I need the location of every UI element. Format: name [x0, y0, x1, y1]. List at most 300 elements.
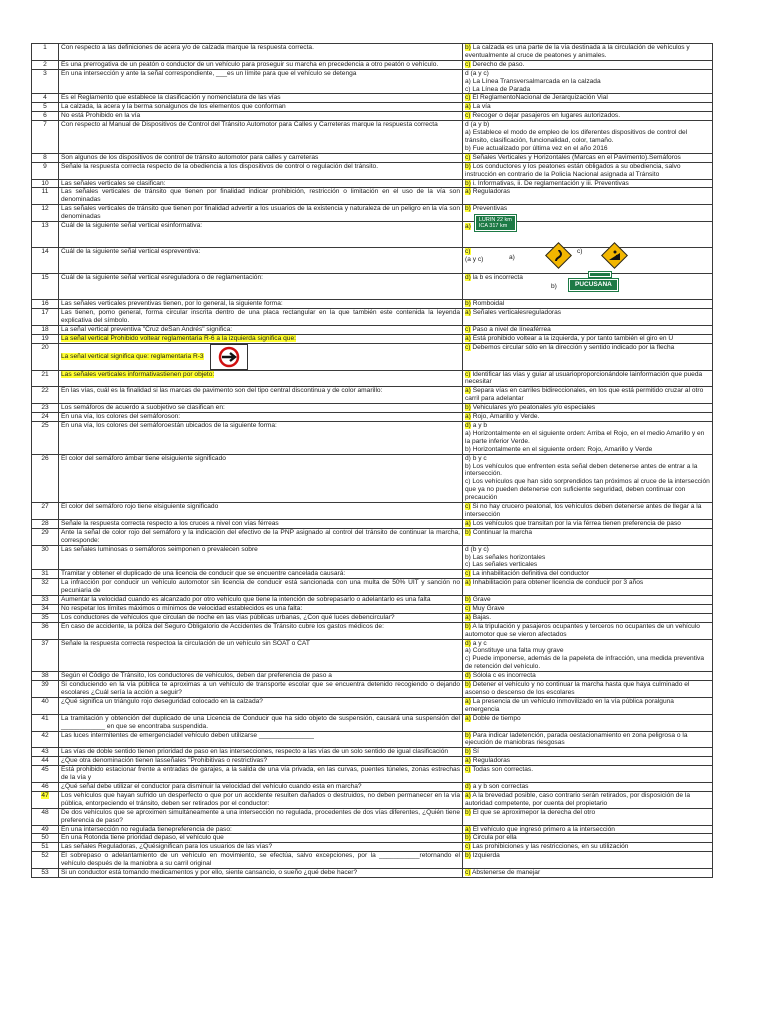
- answer-line: [465, 561, 710, 569]
- answer-letter: c): [465, 604, 471, 612]
- question-number: [32, 545, 59, 570]
- answer-letter: c): [465, 869, 471, 877]
- answer-text: El vehículo que ingresó primero a la intersección: [470, 825, 615, 833]
- question-number: [32, 528, 59, 545]
- question-number: [32, 325, 59, 334]
- table-row: [32, 205, 713, 222]
- answer-text: a y c: [470, 639, 487, 647]
- answer-letter: a): [465, 413, 471, 421]
- answer-text: Las prohibiciones y las restricciones, en su utilización: [470, 843, 629, 851]
- answer-letter: a): [465, 188, 471, 196]
- question-text-cell: [59, 528, 463, 545]
- answer-text: Vehiculares y/o peatonales y/o especiales: [470, 404, 596, 412]
- answer-letter: d): [465, 782, 471, 790]
- answer-line: [465, 163, 710, 179]
- answer-line: [465, 188, 710, 196]
- answer-line: [465, 614, 710, 622]
- question-text: Cuál de la siguiente señal vertical esreguladora o de reglamentación:: [61, 274, 263, 282]
- question-number: [32, 503, 59, 520]
- answer-letter: a): [465, 613, 471, 621]
- answer-line: [465, 520, 710, 528]
- question-number-text: 20: [41, 343, 49, 351]
- answer-letter: a): [465, 334, 471, 342]
- answer-cell: [463, 60, 713, 69]
- question-number: [32, 454, 59, 502]
- question-number-text: 19: [41, 334, 49, 342]
- question-number-text: 17: [41, 308, 49, 316]
- question-number-text: 45: [41, 766, 49, 774]
- question-text-cell: [59, 791, 463, 808]
- answer-line: [465, 852, 710, 860]
- question-number-text: 8: [43, 153, 47, 161]
- question-text-cell: [59, 248, 463, 274]
- question-text-cell: [59, 370, 463, 387]
- question-number-text: 47: [41, 791, 49, 799]
- answer-line: [465, 86, 710, 94]
- table-row: [32, 604, 713, 613]
- question-text: Según el Código de Tránsito, los conductores de vehículos, deben dar preferencia de paso a: [61, 672, 332, 680]
- question-text: No está Prohibido en la vía: [61, 112, 141, 120]
- table-row: [32, 308, 713, 325]
- answer-cell: [463, 843, 713, 852]
- question-number: [32, 639, 59, 672]
- answer-cell: [463, 188, 713, 205]
- question-number: [32, 404, 59, 413]
- question-text-cell: [59, 672, 463, 681]
- answer-line: [465, 154, 710, 162]
- answer-cell: [463, 808, 713, 825]
- question-text: ¿Qué señal debe utilizar el conductor para disminuir la velocidad del vehículo cuando esta en marcha?: [61, 782, 362, 790]
- question-text: La señal vertical significa que: reglamentaria R-3: [61, 353, 204, 361]
- question-number: [32, 843, 59, 852]
- question-number-text: 32: [41, 579, 49, 587]
- answer-cell: [463, 697, 713, 714]
- question-text-cell: [59, 697, 463, 714]
- question-text: Cuál de la siguiente señal vertical esinformativa:: [61, 222, 203, 230]
- informative-sign-image: [475, 215, 516, 231]
- answer-line: [465, 843, 710, 851]
- answer-text: c) Los vehículos que han sido sorprendidos tan próximos al cruce de la intersección que ya no pueden detenerse con suficiente seguridad, deben continuar con precaución: [465, 478, 710, 502]
- question-text: Señale la respuesta correcta respecto a los cruces a nivel con vías férreas: [61, 519, 279, 527]
- answer-text: d (b y c): [465, 545, 489, 553]
- question-text-cell: [59, 300, 463, 309]
- answer-line: [465, 371, 710, 387]
- question-number: [32, 422, 59, 455]
- question-number-text: 1: [43, 44, 47, 51]
- answer-cell: [463, 121, 713, 154]
- question-text-cell: [59, 766, 463, 783]
- question-text: Señale la respuesta correcta respectoa la circulación de un vehículo sin SOAT o CAT: [61, 639, 310, 647]
- question-text: En una vía, los colores del semáforoestán ubicados de la siguiente forma:: [61, 422, 277, 429]
- question-number: [32, 782, 59, 791]
- answer-letter: b): [465, 528, 471, 536]
- question-text-cell: [59, 519, 463, 528]
- question-number: [32, 334, 59, 343]
- question-text: El sobrepaso o adelantamiento de un vehículo en movimiento, se efectúa, salvo excepciones, por la ___________retornando el vehículo después de la maniobra a su carril original: [61, 852, 460, 868]
- answer-cell: [463, 94, 713, 103]
- question-number: [32, 852, 59, 869]
- answer-line: [465, 248, 710, 256]
- question-number: [32, 387, 59, 404]
- exit-sign-image: [589, 272, 611, 277]
- answer-line: [465, 732, 710, 748]
- table-row: [32, 843, 713, 852]
- question-text: En las vías, cuál es la finalidad si las marcas de pavimento son del tipo central discontinua y de color amarillo:: [61, 387, 383, 395]
- question-number: [32, 248, 59, 274]
- answer-line: [465, 640, 710, 648]
- answer-text: Circula por ella: [470, 834, 517, 842]
- question-number-text: 7: [43, 121, 47, 129]
- question-number: [32, 613, 59, 622]
- answer-cell: [463, 791, 713, 808]
- table-row: [32, 748, 713, 757]
- answer-text: Separa vías en carriles bidireccionales, en los que está permitido cruzar al otro carril para adelantar: [465, 387, 704, 403]
- answer-text: a y b son correctas: [470, 782, 529, 790]
- question-text-cell: [59, 681, 463, 698]
- answer-cell: [463, 528, 713, 545]
- question-number-text: 28: [41, 519, 49, 527]
- answer-text: a) Constituye una falta muy grave: [465, 647, 564, 655]
- question-number: [32, 714, 59, 731]
- answer-cell: [463, 672, 713, 681]
- question-number-text: 35: [41, 613, 49, 621]
- answer-line: [465, 121, 710, 129]
- answer-text: Sí: [470, 748, 479, 756]
- answer-line: [465, 309, 710, 317]
- table-row: [32, 94, 713, 103]
- question-number: [32, 570, 59, 579]
- question-text: En una intersección no regulada tienepreferencia de paso:: [61, 825, 232, 833]
- table-row: [32, 579, 713, 596]
- answer-text: Recoger o dejar pasajeros en lugares autorizados.: [470, 112, 621, 120]
- destination-sign-image: PUCUSANA: [569, 279, 618, 291]
- question-text-cell: [59, 843, 463, 852]
- question-number: [32, 60, 59, 69]
- answer-cell: [463, 604, 713, 613]
- question-number: [32, 681, 59, 698]
- answer-letter: c): [465, 370, 471, 378]
- question-number-text: 13: [41, 222, 49, 230]
- question-text: Las señales verticales de tránsito que tienen por finalidad advertir a los usuarios de la existencia y naturaleza de un peligro en la vía son denominadas: [61, 205, 460, 221]
- answer-line: [465, 78, 710, 86]
- answer-letter: a): [465, 223, 471, 231]
- question-text-cell: [59, 274, 463, 300]
- question-text: Las tienen, pomo general, forma circular inscrita dentro de una placa rectangular en la que también este contenida la leyenda explicativa del símbolo.: [61, 308, 460, 324]
- sign-label-b: b): [551, 282, 557, 290]
- question-text: Es una prerrogativa de un peatón o conductor de un vehículo para proseguir su marcha en precedencia a otro peatón o vehículo.: [61, 60, 439, 68]
- answer-cell: [463, 422, 713, 455]
- answer-text: d (a y b): [465, 121, 490, 129]
- answer-cell: [463, 596, 713, 605]
- question-number: [32, 162, 59, 179]
- answer-text: Inhabilitación para obtener licencia de conducir por 3 años: [470, 579, 644, 587]
- question-text: Es el Reglamento que establece la clasificación y nomenclatura de las vías: [61, 94, 281, 102]
- answer-letter: d): [465, 639, 471, 647]
- answer-letter: b): [465, 748, 471, 756]
- question-number-text: 5: [43, 103, 47, 111]
- table-row: [32, 387, 713, 404]
- answer-cell: [463, 639, 713, 672]
- answer-letter: a): [465, 519, 471, 527]
- table-row: [32, 681, 713, 698]
- answer-text: Preventivas: [470, 205, 508, 213]
- answer-line: [465, 300, 710, 308]
- question-text-cell: [59, 222, 463, 248]
- answer-cell: [463, 112, 713, 121]
- answer-cell: [463, 852, 713, 869]
- answer-text: a) Establece el modo de empleo de los diferentes dispositivos de control del tránsito, clasificación, funcionalidad, color, tamaño.: [465, 129, 688, 144]
- question-text-cell: [59, 825, 463, 834]
- answer-letter: c): [465, 94, 471, 102]
- answer-text: Bajas.: [470, 613, 492, 621]
- answer-letter: d): [465, 422, 471, 429]
- table-row: [32, 766, 713, 783]
- question-text-cell: [59, 714, 463, 731]
- answer-letter: b): [465, 162, 471, 170]
- table-row: [32, 44, 713, 61]
- question-text: El color del semáforo rojo tiene elsiguiente significado: [61, 503, 219, 511]
- answer-line: [465, 422, 710, 430]
- answer-text: Doble de tiempo: [470, 714, 521, 722]
- question-number: [32, 44, 59, 61]
- question-number: [32, 766, 59, 783]
- answer-text: i. Informativas, ii. De reglamentación y iii. Preventivas: [470, 179, 629, 187]
- question-number-text: 11: [41, 188, 49, 196]
- answer-text: b) Los vehículos que enfrenten esta señal deben detenerse antes de entrar a la intersección.: [465, 462, 698, 478]
- question-text: ¿Qué significa un triángulo rojo deseguridad colocado en la calzada?: [61, 697, 263, 705]
- question-number-text: 4: [43, 94, 47, 102]
- answer-line: [465, 715, 710, 723]
- question-number: [32, 94, 59, 103]
- answer-letter: b): [465, 622, 471, 630]
- answer-line: [465, 698, 710, 714]
- answer-line: [465, 253, 710, 264]
- answer-cell: [463, 334, 713, 343]
- question-text-cell: [59, 44, 463, 61]
- question-number-text: 52: [41, 852, 49, 860]
- table-row: [32, 791, 713, 808]
- answer-cell: [463, 274, 713, 300]
- question-text: En una intersección y ante la señal correspondiente, ___es un límite para que el vehículo se detenga: [61, 69, 357, 77]
- answer-line: [465, 757, 710, 765]
- question-text: No respetar los límites máximos o mínimos de velocidad establecidos es una falta:: [61, 604, 303, 612]
- question-number: [32, 697, 59, 714]
- question-number: [32, 370, 59, 387]
- table-row: [32, 413, 713, 422]
- answer-line: [465, 387, 710, 403]
- answer-line: [465, 44, 710, 60]
- table-row: [32, 834, 713, 843]
- sign-line-2: ICA 317 km: [478, 223, 508, 230]
- question-text: Si conduciendo en la vía pública te aproximas a un vehículo de transporte escolar que se encuentra detenido recogiendo o dejando escolares ¿Cuál sería la acción a seguir?: [61, 681, 460, 696]
- answer-line: [465, 446, 710, 454]
- answer-text: Los vehículos que transitan por la vía férrea tienen preferencia de paso: [470, 519, 681, 527]
- answer-cell: [463, 613, 713, 622]
- question-text-cell: [59, 579, 463, 596]
- question-number-text: 2: [43, 60, 47, 68]
- question-text-cell: [59, 613, 463, 622]
- question-number: [32, 69, 59, 94]
- answer-cell: [463, 519, 713, 528]
- answer-text: La calzada es una parte de la vía destinada a la circulación de vehículos y eventualmente al cruce de peatones y animales.: [465, 44, 690, 59]
- answer-line: [465, 647, 710, 655]
- table-row: [32, 188, 713, 205]
- question-text: En una Rotonda tiene prioridad depaso, el vehículo que: [61, 834, 224, 842]
- answer-letter: c): [465, 570, 471, 578]
- question-text: La señal vertical preventiva "Cruz deSan Andrés" significa:: [61, 325, 233, 333]
- answer-cell: [463, 714, 713, 731]
- question-text: Ante la señal de color rojo del semáforo y la indicación del efectivo de la PNP asignado al control del tránsito de continuar la marcha, corresponde:: [61, 528, 460, 544]
- answer-text: a) Horizontalmente en el siguiente orden: Arriba el Rojo, en el medio Amarillo y en la parte inferior Verde.: [465, 429, 705, 445]
- answer-cell: [463, 308, 713, 325]
- answer-line: [465, 180, 710, 188]
- table-row: [32, 757, 713, 766]
- question-text: ¿Que otra denominación tienen lasseñales "Prohibitivas o restrictivas?: [61, 757, 268, 765]
- question-text-cell: [59, 639, 463, 672]
- question-number-text: 41: [41, 714, 49, 722]
- question-number-text: 49: [41, 825, 49, 833]
- question-number: [32, 343, 59, 370]
- table-row: [32, 222, 713, 248]
- answer-text: Grave: [470, 596, 491, 604]
- answer-line: [465, 570, 710, 578]
- answer-line: [465, 605, 710, 613]
- answer-letter: c): [465, 343, 471, 351]
- question-number-text: 31: [41, 570, 49, 578]
- question-number-text: 39: [41, 681, 49, 689]
- question-text-cell: [59, 545, 463, 570]
- question-number: [32, 622, 59, 639]
- question-text-cell: [59, 153, 463, 162]
- table-row: [32, 300, 713, 309]
- question-text-cell: [59, 869, 463, 878]
- table-row: [32, 596, 713, 605]
- answer-letter: c): [465, 112, 471, 120]
- answer-text: (a y c): [465, 255, 484, 263]
- answer-letter: d): [465, 274, 471, 282]
- answer-letter: b): [465, 834, 471, 842]
- table-row: [32, 60, 713, 69]
- question-text-cell: [59, 121, 463, 154]
- table-row: [32, 639, 713, 672]
- answer-text: La presencia de un vehículo inmovilizado en la vía pública poralguna emergencia: [465, 697, 674, 713]
- question-number: [32, 300, 59, 309]
- question-text: El color del semáforo ámbar tiene elsiguiente significado: [61, 454, 226, 462]
- answer-letter: c): [465, 503, 471, 511]
- table-row: [32, 622, 713, 639]
- quiz-table-body: [32, 44, 713, 878]
- answer-cell: [463, 782, 713, 791]
- question-text: Las señales verticales informativastienen por objeto:: [61, 370, 215, 378]
- question-number-text: 30: [41, 545, 49, 553]
- question-text-cell: [59, 404, 463, 413]
- question-number: [32, 834, 59, 843]
- question-number-text: 18: [41, 325, 49, 333]
- answer-text: Rojo, Amarillo y Verde.: [470, 413, 540, 421]
- table-row: [32, 153, 713, 162]
- answer-letter: b): [465, 179, 471, 187]
- question-text: Señale la respuesta correcta respecto de la obediencia a los dispositivos de control o regulación del tránsito.: [61, 162, 379, 170]
- answer-text: El que se aproximepor la derecha del otro: [470, 808, 596, 816]
- question-number-text: 38: [41, 672, 49, 680]
- answer-letter: a): [465, 308, 471, 316]
- question-number-text: 6: [43, 112, 47, 120]
- answer-line: [465, 70, 710, 78]
- question-text-cell: [59, 731, 463, 748]
- answer-line: [465, 766, 710, 774]
- answer-line: [465, 478, 710, 502]
- question-number-text: 43: [41, 748, 49, 756]
- answer-cell: [463, 44, 713, 61]
- answer-line: [465, 430, 710, 446]
- quiz-table-container: [31, 43, 713, 878]
- table-row: [32, 613, 713, 622]
- answer-text: Muy Grave: [470, 604, 505, 612]
- question-number-text: 51: [41, 843, 49, 851]
- answer-line: [465, 529, 710, 537]
- question-text-cell: [59, 413, 463, 422]
- answer-line: [465, 205, 710, 213]
- answer-text: c) La Línea de Parada: [465, 85, 531, 93]
- answer-line: [465, 463, 710, 479]
- question-number-text: 26: [41, 454, 49, 462]
- table-row: [32, 454, 713, 502]
- question-text: Las señales verticales de tránsito que tienen por finalidad indicar prohibición, restricción o limitación en el uso de la vía son denominadas: [61, 188, 460, 204]
- answer-letter: c): [465, 325, 471, 333]
- answer-letter: b): [465, 596, 471, 604]
- question-number-text: 22: [41, 387, 49, 395]
- answer-letter: a): [465, 579, 471, 587]
- question-number-text: 48: [41, 808, 49, 816]
- answer-cell: [463, 404, 713, 413]
- question-text-cell: [59, 596, 463, 605]
- question-text-cell: [59, 808, 463, 825]
- table-row: [32, 274, 713, 300]
- answer-line: [465, 623, 710, 639]
- question-number: [32, 413, 59, 422]
- question-text-cell: [59, 112, 463, 121]
- question-text-cell: [59, 570, 463, 579]
- question-number: [32, 153, 59, 162]
- question-text: Las señales luminosas o semáforos seimponen o prevalecen sobre: [61, 545, 258, 553]
- question-text-cell: [59, 503, 463, 520]
- question-text-cell: [59, 334, 463, 343]
- answer-letter: c): [465, 248, 471, 256]
- one-way-arrow-sign-icon: [210, 344, 248, 370]
- answer-cell: [463, 503, 713, 520]
- table-row: [32, 370, 713, 387]
- question-text-cell: [59, 69, 463, 94]
- question-text-cell: [59, 782, 463, 791]
- question-text-cell: [59, 179, 463, 188]
- question-text-cell: [59, 748, 463, 757]
- question-text: Las señales verticales se clasifican:: [61, 179, 166, 187]
- answer-line: [465, 579, 710, 587]
- answer-line: [465, 672, 710, 680]
- question-text: Las señales verticales preventivas tienen, por lo general, la siguiente forma:: [61, 300, 283, 308]
- answer-cell: [463, 370, 713, 387]
- table-row: [32, 162, 713, 179]
- answer-letter: a): [465, 103, 471, 111]
- answer-text: La vía: [470, 103, 491, 111]
- answer-letter: a): [465, 825, 471, 833]
- answer-letter: b): [465, 808, 471, 816]
- question-text-cell: [59, 343, 463, 370]
- question-number: [32, 808, 59, 825]
- question-text: En caso de accidente, la póliza del Seguro Obligatorio de Accidentes de Tránsito cubre los gastos médicos de:: [61, 622, 384, 630]
- question-text-cell: [59, 205, 463, 222]
- question-number: [32, 731, 59, 748]
